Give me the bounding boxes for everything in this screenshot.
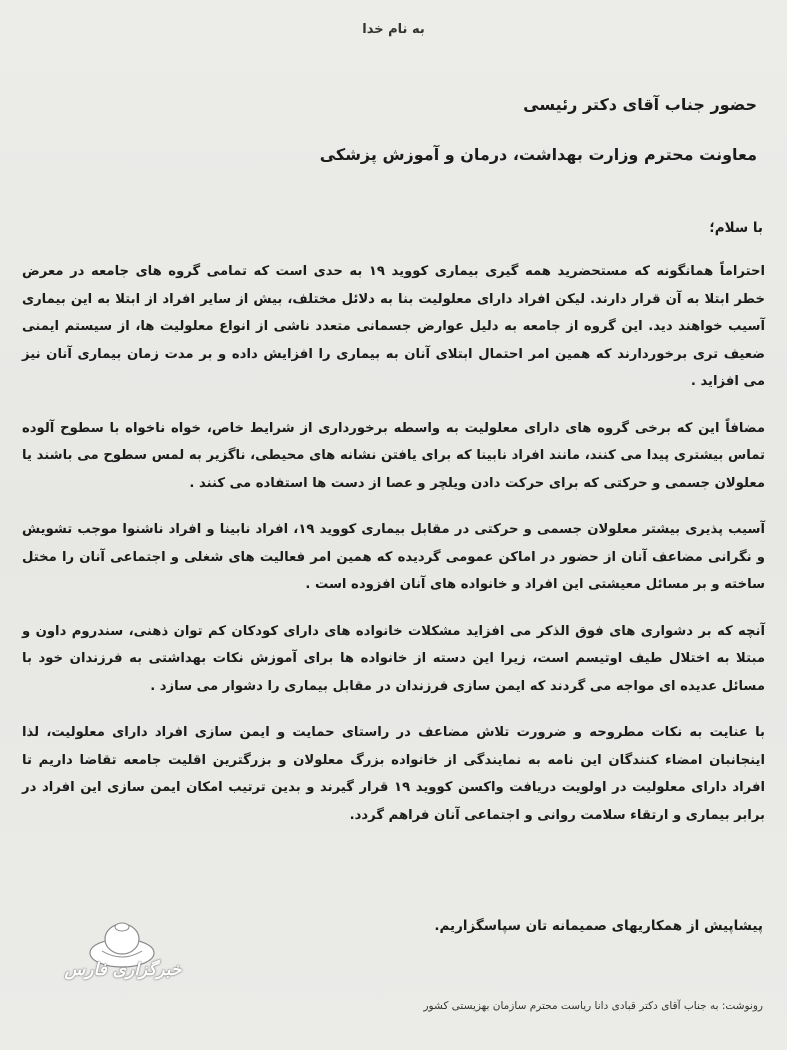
basmala-heading: به نام خدا <box>362 22 425 37</box>
letter-body <box>22 258 765 848</box>
greeting: با سلام؛ <box>709 220 763 236</box>
body-paragraph-4: آنچه که بر دشواری های فوق الذکر می افزاید مشکلات خانواده های دارای کودکان کم توان ذهنی، سندروم داون و مبتلا به اختلال طیف اوتیسم است، زیرا این دسته از خانواده ها برای آموزش نکات بهداشتی به فرزندان خود با مسائل عدیده ای مواجه می گردند که ایمن سازی فرزندان در مقابل بیماری را دشوار می سازد . <box>22 623 765 694</box>
body-paragraph-1: احتراماً همانگونه که مستحضرید همه گیری بیماری کووید ۱۹ به حدی است که تمامی گروه های جامعه در معرض خطر ابتلا به آن قرار دارند. لیکن افراد دارای معلولیت بنا به دلائل مختلف، بیش از سایر افراد از ابتلا به این بیماری آسیب خواهند دید. این گروه از جامعه به دلیل عوارض جسمانی متعدد ناشی از انواع معلولیت ها، از سیستم ایمنی ضعیف تری برخوردارند که همین امر احتمال ابتلای آنان به بیماری را افزایش داده و بر مدت زمان بیماری آنان نیز می افزاید . <box>22 264 765 389</box>
recipient-title: معاونت محترم وزارت بهداشت، درمان و آموزش پزشکی <box>319 145 757 164</box>
body-paragraph-2: مضافاً این که برخی گروه های دارای معلولیت به واسطه برخورداری از شرایط خاص، خواه ناخواه با سطوح آلوده تماس بیشتری پیدا می کنند، مانند افراد نابینا که برای یافتن نشانه های محیطی، ناگزیر به لمس سطوح می باشند یا معلولان جسمی و حرکتی که برای حرکت دادن ویلچر و عصا از دست ها استفاده می کنند . <box>22 420 765 491</box>
body-paragraph-5: با عنایت به نکات مطروحه و ضرورت تلاش مضاعف در راستای حمایت و ایمن سازی افراد دارای معلولیت، لذا اینجانبان امضاء کنندگان این نامه به نمایندگی از خانواده بزرگ معلولان و بزرگترین اقلیت جامعه تقاضا داریم تا افراد دارای معلولیت در اولویت دریافت واکسن کووید ۱۹ قرار گیرند و بدین ترتیب امکان ایمن سازی این افراد در برابر بیماری و ارتقاء سلامت روانی و اجتماعی آنان فراهم گردد. <box>22 725 765 823</box>
watermark-text: خبرگزاری فارس <box>64 960 182 980</box>
closing-line: پیشاپیش از همکاریهای صمیمانه تان سپاسگزاریم. <box>434 918 763 934</box>
fars-news-logo-icon <box>62 905 182 995</box>
carbon-copy-note: رونوشت: به جناب آقای دکتر قبادی دانا ریاست محترم سازمان بهزیستی کشور <box>423 1000 763 1012</box>
recipient-name: حضور جناب آقای دکتر رئیسی <box>523 95 757 114</box>
body-paragraph-3: آسیب پذیری بیشتر معلولان جسمی و حرکتی در مقابل بیماری کووید ۱۹، افراد نابینا و افراد ناشنوا موجب تشویش و نگرانی مضاعف آنان از حضور در اماکن عمومی گردیده که همین امر فعالیت های شغلی و اجتماعی آنان را مختل ساخته و بر مسائل معیشتی این افراد و خانواده های آنان افزوده است . <box>22 522 765 592</box>
